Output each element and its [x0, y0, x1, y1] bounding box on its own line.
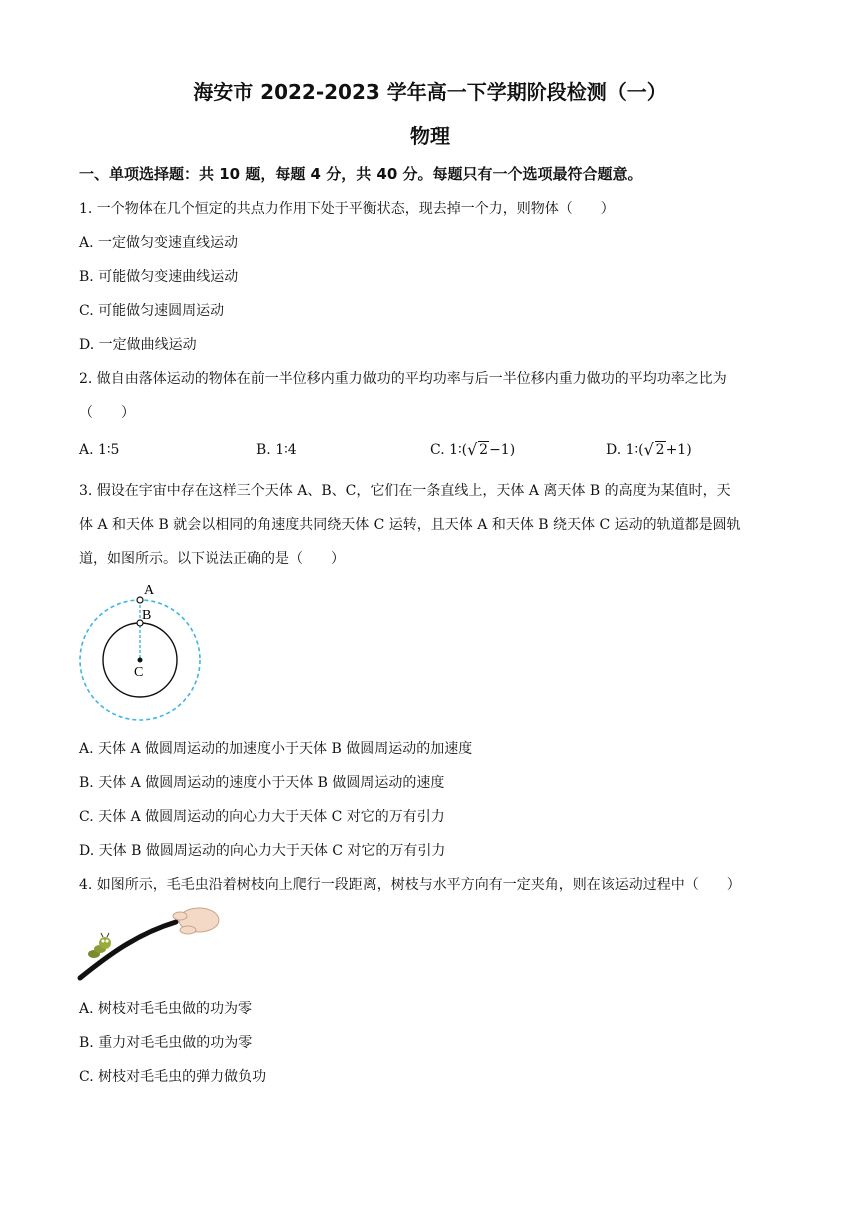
label-a: A: [144, 583, 155, 598]
q4-option-b: B. 重力对毛毛虫做的功为零: [79, 1035, 253, 1051]
q1-option-d: D. 一定做曲线运动: [79, 337, 197, 353]
section-heading: 一、单项选择题：共 10 题，每题 4 分，共 40 分。每题只有一个选项最符合题意。: [79, 165, 643, 183]
q3-option-a: A. 天体 A 做圆周运动的加速度小于天体 B 做圆周运动的加速度: [79, 741, 473, 757]
q2-option-c-suffix: −1): [489, 442, 516, 458]
q3-stem-line3: 道，如图所示。以下说法正确的是（ ）: [79, 551, 345, 567]
q4-stem: 4. 如图所示，毛毛虫沿着树枝向上爬行一段距离，树枝与水平方向有一定夹角，则在该运动过程中（ ）: [79, 877, 741, 893]
q2-option-d-radicand: 2: [655, 442, 665, 458]
q4-option-a: A. 树枝对毛毛虫做的功为零: [79, 1001, 253, 1017]
hand-icon: [173, 908, 219, 934]
q1-option-c: C. 可能做匀速圆周运动: [79, 303, 225, 319]
q4-option-c: C. 树枝对毛毛虫的弹力做负功: [79, 1069, 267, 1085]
subject-title: 物理: [410, 124, 450, 148]
q3-option-d: D. 天体 B 做圆周运动的向心力大于天体 C 对它的万有引力: [79, 843, 446, 859]
q3-stem-line2: 体 A 和天体 B 就会以相同的角速度共同绕天体 C 运转，且天体 A 和天体 B 绕天体 C 运动的轨道都是圆轨: [79, 517, 741, 533]
label-c: C: [134, 665, 144, 680]
label-b: B: [142, 608, 152, 623]
q3-option-c: C. 天体 A 做圆周运动的向心力大于天体 C 对它的万有引力: [79, 809, 445, 825]
q2-option-d: [606, 442, 692, 458]
exam-title: 海安市 2022-2023 学年高一下学期阶段检测（一）: [193, 80, 667, 104]
caterpillar-branch-image: [76, 902, 226, 984]
q2-option-d-suffix: +1): [665, 442, 692, 458]
sqrt-symbol: [467, 442, 489, 458]
q1-option-b: B. 可能做匀变速曲线运动: [79, 269, 239, 285]
body-c-dot: [138, 658, 143, 663]
q3-option-b: B. 天体 A 做圆周运动的速度小于天体 B 做圆周运动的速度: [79, 775, 445, 791]
q2-stem-line1: 2. 做自由落体运动的物体在前一半位移内重力做功的平均功率与后一半位移内重力做功的平均功率之比为: [79, 371, 727, 387]
q3-stem-line1: 3. 假设在宇宙中存在这样三个天体 A、B、C，它们在一条直线上，天体 A 离天体 B 的高度为某值时，天: [79, 483, 731, 499]
body-a-dot: [137, 597, 143, 603]
q2-option-c-radicand: 2: [479, 442, 489, 458]
q2-option-b: B. 1∶4: [256, 442, 297, 458]
q2-option-c-prefix: C. 1∶(: [430, 442, 468, 458]
q1-stem: 1. 一个物体在几个恒定的共点力作用下处于平衡状态，现去掉一个力，则物体（ ）: [79, 201, 615, 217]
q1-option-a: A. 一定做匀变速直线运动: [79, 235, 239, 251]
q2-option-d-prefix: D. 1∶(: [606, 442, 644, 458]
sqrt-symbol: [644, 442, 666, 458]
orbit-diagram: [76, 578, 206, 724]
q2-stem-line2: （ ）: [79, 405, 135, 421]
q2-option-c: [430, 442, 515, 458]
q2-option-a: A. 1∶5: [79, 442, 120, 458]
